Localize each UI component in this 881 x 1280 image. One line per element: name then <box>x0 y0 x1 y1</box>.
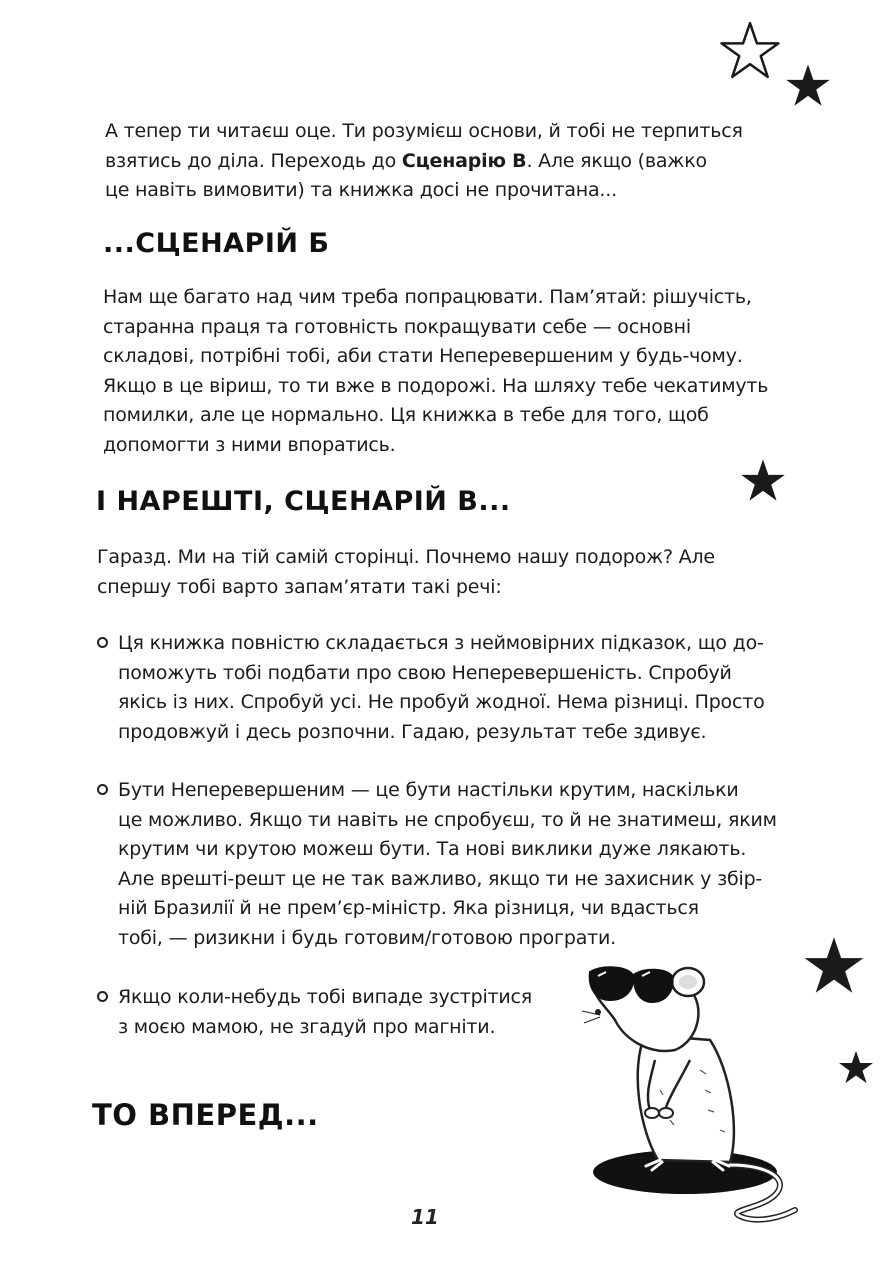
text-line: А тепер ти читаєш оце. Ти розумієш основи, й тобі не терпиться <box>105 120 743 142</box>
text-line: Нам ще багато над чим треба попрацювати. Пам’ятай: рішучість, <box>103 286 752 308</box>
scenario-c-heading: І НАРЕШТІ, СЦЕНАРІЙ В... <box>96 486 511 517</box>
text-line: взятись до діла. Переходь до Сценарію В. Але якщо (важко <box>105 149 707 172</box>
star-filled-icon <box>782 62 834 108</box>
text-line: з моєю мамою, не згадуй про магніти. <box>118 1015 496 1038</box>
text-line: складові, потрібні тобі, аби стати Неперевершеним у будь-чому. <box>103 345 743 367</box>
text-line: Якщо в це віриш, то ти вже в подорожі. На шляху тебе чекатимуть <box>103 374 769 397</box>
text-line: Гаразд. Ми на тій самій сторінці. Почнемо нашу подорож? Але <box>97 546 715 568</box>
scenario-b-heading: ...СЦЕНАРІЙ Б <box>103 228 330 259</box>
text-line: продовжуй і десь розпочни. Гадаю, результат тебе здивує. <box>118 720 707 743</box>
text-line: поможуть тобі подбати про свою Неперевершеність. Спробуй <box>118 661 732 684</box>
scenario-c-paragraph <box>97 543 715 602</box>
intro-paragraph <box>105 117 743 206</box>
text-line: старанна праця та готовність покращувати себе — основні <box>103 315 691 338</box>
bullet-item <box>118 776 777 953</box>
text-line: спершу тобі варто запам’ятати такі речі: <box>97 575 502 598</box>
star-outline-icon <box>716 20 784 80</box>
bullet-item <box>118 983 532 1042</box>
bullet-item <box>118 629 765 747</box>
text-line: ній Бразилії й не прем’єр-міністр. Яка різниця, чи вдасться <box>118 897 699 919</box>
rat-with-sunglasses-illustration <box>580 960 820 1225</box>
scenario-c-link-text: Сценарію В <box>401 149 527 172</box>
bullet-circle-icon <box>97 637 108 648</box>
text-line: Бути Неперевершеним — це бути настільки крутим, наскільки <box>118 779 739 801</box>
text-line: Якщо коли-небудь тобі випаде зустрітися <box>118 986 533 1008</box>
text-line: допомогти з ними впоратись. <box>103 433 396 456</box>
text-line: якісь із них. Спробуй усі. Не пробуй жодної. Нема різниці. Просто <box>118 691 765 713</box>
text-line: крутим чи крутою можеш бути. Та нові виклики дуже лякають. <box>118 838 747 860</box>
text-line: Ця книжка повністю складається з неймовірних підказок, що до- <box>118 632 764 654</box>
text-line: Але врешті-решт це не так важливо, якщо ти не захисник у збір- <box>118 867 763 890</box>
closing-heading: ТО ВПЕРЕД... <box>92 1098 319 1132</box>
star-filled-icon <box>737 457 789 503</box>
text-line: це можливо. Якщо ти навіть не спробуєш, то й не знатимеш, яким <box>118 808 777 831</box>
text-line: помилки, але це нормально. Ця книжка в тебе для того, щоб <box>103 404 709 426</box>
scenario-b-paragraph <box>103 283 768 460</box>
page-number: 11 <box>411 1205 439 1229</box>
text-line: тобі, — ризикни і будь готовим/готовою програти. <box>118 926 616 949</box>
bullet-circle-icon <box>97 784 108 795</box>
text-line: це навіть вимовити) та книжка досі не прочитана... <box>105 179 617 201</box>
star-filled-icon <box>836 1049 876 1085</box>
bullet-circle-icon <box>97 991 108 1002</box>
